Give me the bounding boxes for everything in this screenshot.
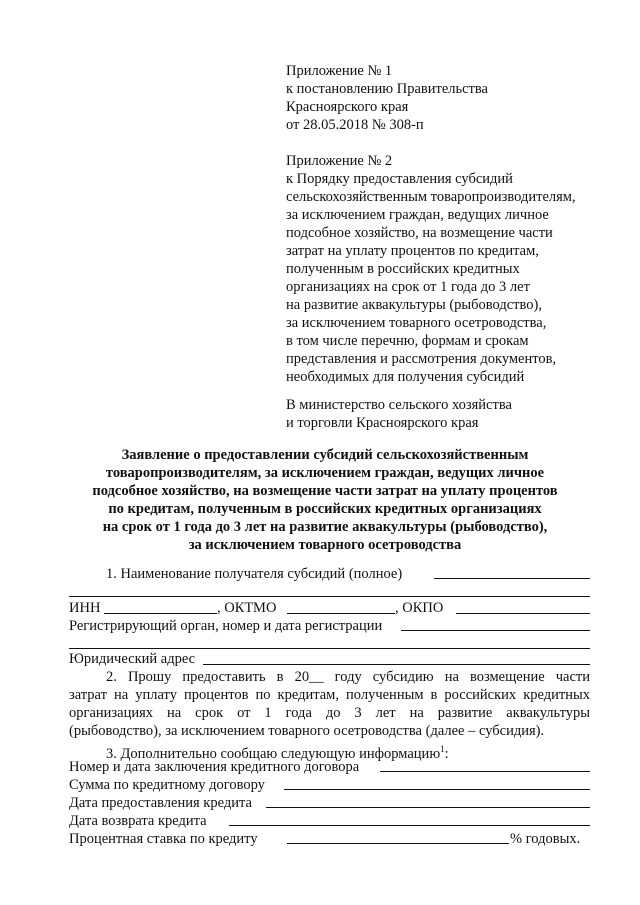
oktmo-field[interactable]: [287, 613, 395, 614]
registrar-label: Регистрирующий орган, номер и дата регистрации: [69, 618, 383, 634]
item-2-line: затрат на уплату процентов по кредитам, полученным в российских кредитных: [69, 687, 590, 703]
inn-label: ИНН: [69, 600, 101, 616]
recipient-name-field-line2[interactable]: [69, 596, 590, 597]
annex-2-line: за исключением товарного осетроводства,: [286, 315, 547, 331]
legal-address-field[interactable]: [203, 664, 590, 665]
title-line: подсобное хозяйство, на возмещение части затрат на уплату процентов: [92, 483, 558, 499]
footnote-marker: 1: [440, 744, 445, 754]
title-line: на срок от 1 года до 3 лет на развитие аквакультуры (рыбоводство),: [102, 519, 548, 535]
item-3-text: 3. Дополнительно сообщаю следующую информацию: [106, 745, 441, 762]
loan-issue-date-field[interactable]: [266, 807, 590, 808]
annex-2-line: подсобное хозяйство, на возмещение части: [286, 225, 553, 241]
annex-2-line: в том числе перечню, формам и срокам: [286, 333, 529, 349]
addressee-line: В министерство сельского хозяйства: [286, 397, 512, 413]
loan-amount-field[interactable]: [284, 789, 590, 790]
oktmo-label: , ОКТМО: [217, 600, 277, 616]
inn-field[interactable]: [104, 613, 217, 614]
interest-rate-field[interactable]: [287, 843, 509, 844]
loan-amount-label: Сумма по кредитному договору: [69, 777, 265, 793]
annex-1-line: Приложение № 1: [286, 63, 393, 79]
addressee-line: и торговли Красноярского края: [286, 415, 479, 431]
annex-2-line: на развитие аквакультуры (рыбоводство),: [286, 297, 542, 313]
loan-return-date-label: Дата возврата кредита: [69, 813, 207, 829]
annex-1-line: к постановлению Правительства: [286, 81, 488, 97]
percent-suffix: % годовых.: [510, 831, 581, 847]
annex-2-line: к Порядку предоставления субсидий: [286, 171, 513, 187]
loan-number-date-field[interactable]: [380, 771, 590, 772]
annex-1-line: от 28.05.2018 № 308-п: [286, 117, 424, 133]
title-line: товаропроизводителям, за исключением граждан, ведущих личное: [105, 465, 545, 481]
title-line: Заявление о предоставлении субсидий сельскохозяйственным: [121, 447, 529, 463]
okpo-label: , ОКПО: [395, 600, 444, 616]
legal-address-label: Юридический адрес: [69, 651, 196, 667]
loan-issue-date-label: Дата предоставления кредита: [69, 795, 252, 811]
annex-1-line: Красноярского края: [286, 99, 409, 115]
annex-2-line: за исключением граждан, ведущих личное: [286, 207, 549, 223]
annex-2-line: представления и рассмотрения документов,: [286, 351, 557, 367]
title-line: за исключением товарного осетроводства: [188, 537, 462, 553]
item-2-line: организациях на срок от 1 года до 3 лет на развитие аквакультуры: [69, 705, 590, 721]
annex-2-line: полученным в российских кредитных: [286, 261, 520, 277]
loan-return-date-field[interactable]: [229, 825, 590, 826]
registrar-field[interactable]: [401, 630, 590, 631]
registrar-field-line2[interactable]: [69, 648, 590, 649]
item-2-line: 2. Прошу предоставить в 20__ году субсидию на возмещение части: [106, 669, 590, 685]
interest-rate-label: Процентная ставка по кредиту: [69, 831, 258, 847]
item-3-colon: :: [444, 745, 449, 762]
okpo-field[interactable]: [456, 613, 590, 614]
loan-number-date-label: Номер и дата заключения кредитного договора: [69, 759, 360, 775]
annex-2-line: сельскохозяйственным товаропроизводителям,: [286, 189, 576, 205]
annex-2-line: организациях на срок от 1 года до 3 лет: [286, 279, 530, 295]
recipient-name-field[interactable]: [434, 578, 590, 579]
title-line: по кредитам, полученным в российских кредитных организациях: [108, 501, 542, 517]
item-1-label: 1. Наименование получателя субсидий (полное): [106, 566, 403, 582]
annex-2-line: Приложение № 2: [286, 153, 393, 169]
item-2-line: (рыбоводство), за исключением товарного осетроводства (далее – субсидия).: [69, 723, 545, 739]
annex-2-line: затрат на уплату процентов по кредитам,: [286, 243, 539, 259]
annex-2-line: необходимых для получения субсидий: [286, 369, 525, 385]
